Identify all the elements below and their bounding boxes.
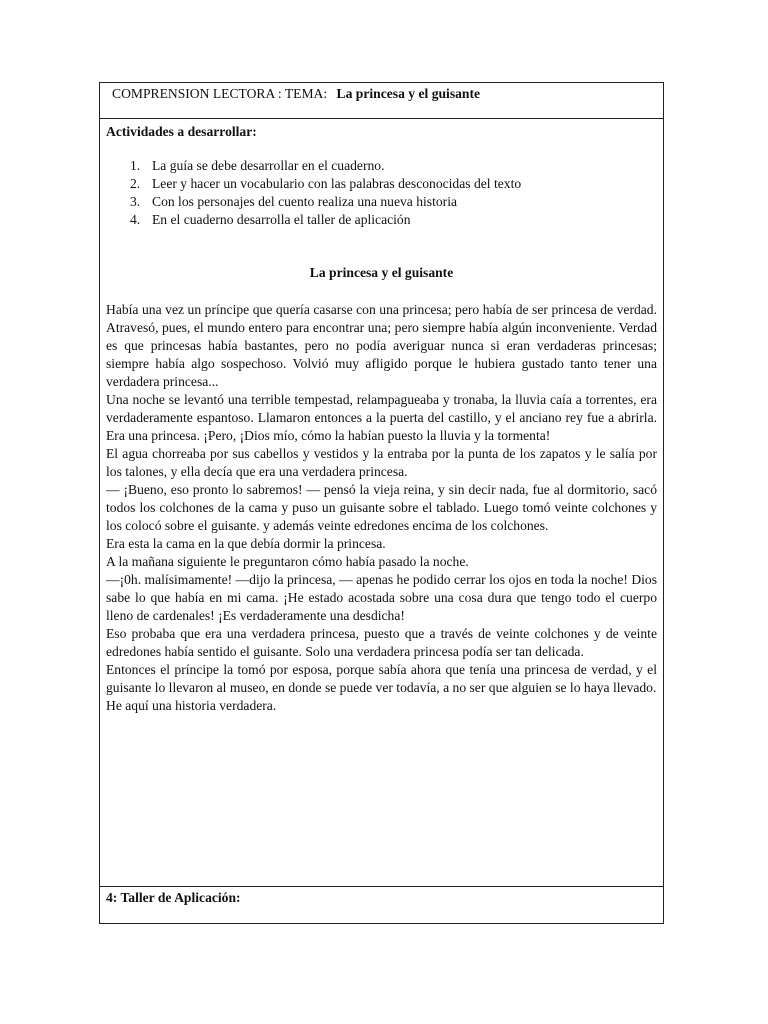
header-title: La princesa y el guisante	[336, 86, 481, 101]
activity-number: 3.	[130, 194, 141, 209]
header-prefix: COMPRENSION LECTORA : TEMA:	[112, 86, 328, 101]
story-paragraph: El agua chorreaba por sus cabellos y vestidos y la entraba por la punta de los zapatos y le salía por los talones, y ella decía que era una verdadera princesa.	[106, 446, 657, 479]
worksheet-table	[99, 82, 664, 924]
activity-number: 2.	[130, 176, 141, 191]
header-row	[100, 83, 663, 119]
content-row	[100, 119, 663, 887]
story-paragraph: He aquí una historia verdadera.	[106, 698, 277, 713]
activity-item	[130, 193, 657, 211]
story-paragraph: Entonces el príncipe la tomó por esposa, porque sabía ahora que tenía una princesa de verdad, y el guisante lo llevaron al museo, en donde se puede ver todavía, a no ser que alguien se lo haya llevado.	[106, 662, 657, 695]
activity-number: 1.	[130, 158, 141, 173]
activity-text: Leer y hacer un vocabulario con las palabras desconocidas del texto	[152, 176, 522, 191]
activity-text: En el cuaderno desarrolla el taller de aplicación	[152, 212, 411, 227]
activity-item	[130, 175, 657, 193]
activities-list	[106, 157, 657, 229]
story-paragraph: Había una vez un príncipe que quería casarse con una princesa; pero había de ser princesa de verdad. Atravesó, pues, el mundo entero para encontrar una; pero siempre había algún inconveniente. Verdad es que princesas había bastantes, pero no podía averiguar nunca si eran verdaderas princesas; siempre había algo sospechoso. Volvió muy afligido porque le hubiera gustado tanto tener una verdadera princesa...	[106, 302, 657, 389]
taller-heading: 4: Taller de Aplicación:	[106, 890, 241, 905]
activity-item	[130, 157, 657, 175]
activity-text: Con los personajes del cuento realiza una nueva historia	[152, 194, 458, 209]
story-paragraph: —¡0h. malísimamente! —dijo la princesa, — apenas he podido cerrar los ojos en toda la noche! Dios sabe lo que había en mi cama. ¡He estado acostada sobre una cosa dura que tengo todo el cuerpo lleno de cardenales! ¡Es verdaderamente una desdicha!	[106, 572, 657, 623]
footer-row	[100, 887, 663, 923]
story-title: La princesa y el guisante	[309, 265, 454, 280]
story-paragraph: Eso probaba que era una verdadera princesa, puesto que a través de veinte colchones y de veinte edredones había sentido el guisante. Solo una verdadera princesa podía ser tan delicada.	[106, 626, 657, 659]
activity-number: 4.	[130, 212, 141, 227]
story-body	[106, 301, 657, 715]
story-paragraph: Era esta la cama en la que debía dormir la princesa.	[106, 536, 386, 551]
activities-heading: Actividades a desarrollar:	[106, 124, 257, 139]
story-paragraph: — ¡Bueno, eso pronto lo sabremos! — pensó la vieja reina, y sin decir nada, fue al dormitorio, sacó todos los colchones de la cama y puso un guisante sobre el tablado. Luego tomó veinte colchones y los colocó sobre el guisante. y además veinte edredones encima de los colchones.	[106, 482, 657, 533]
activity-text: La guía se debe desarrollar en el cuaderno.	[152, 158, 385, 173]
story-paragraph: A la mañana siguiente le preguntaron cómo había pasado la noche.	[106, 554, 469, 569]
story-paragraph: Una noche se levantó una terrible tempestad, relampagueaba y tronaba, la lluvia caía a torrentes, era verdaderamente espantoso. Llamaron entonces a la puerta del castillo, y el anciano rey fue a abrirla. Era una princesa. ¡Pero, ¡Dios mío, cómo la habían puesto la lluvia y la tormenta!	[106, 392, 657, 443]
activity-item	[130, 211, 657, 229]
